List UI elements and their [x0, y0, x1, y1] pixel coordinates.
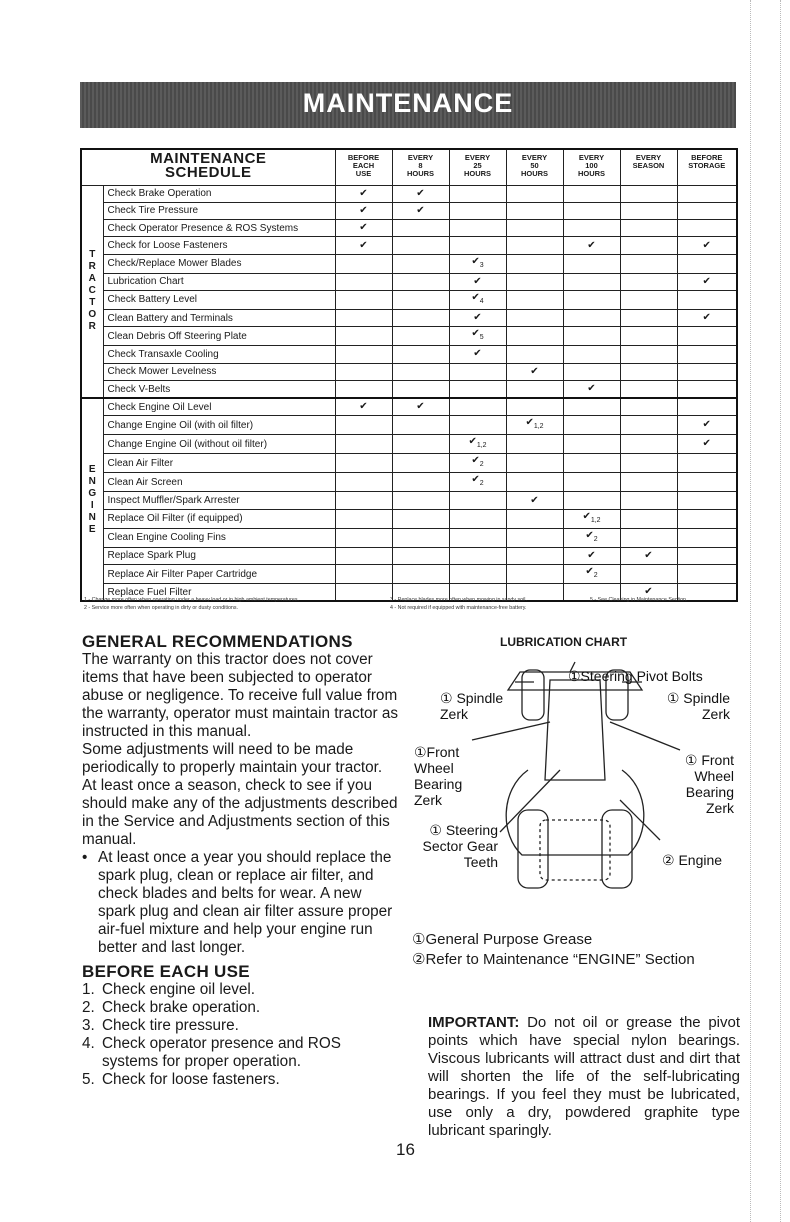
empty-cell — [392, 565, 449, 584]
label-front-wheel-left: ①Front Wheel Bearing Zerk — [414, 744, 463, 808]
empty-cell — [677, 509, 737, 528]
empty-cell — [392, 273, 449, 290]
empty-cell — [392, 309, 449, 326]
fender — [506, 770, 644, 855]
check-mark: ✔ — [392, 185, 449, 202]
important-note — [428, 1014, 740, 1140]
empty-cell — [506, 565, 563, 584]
column-header: EVERY 8 HOURS — [392, 149, 449, 185]
label-front-wheel-right: ① Front Wheel Bearing Zerk — [684, 752, 734, 816]
empty-cell — [677, 547, 737, 564]
check-mark: ✔ — [335, 237, 392, 254]
table-row — [81, 416, 737, 435]
task-cell: Inspect Muffler/Spark Arrester — [103, 492, 335, 509]
column-header: EVERY SEASON — [620, 149, 677, 185]
empty-cell — [677, 290, 737, 309]
empty-cell — [506, 237, 563, 254]
empty-cell — [506, 185, 563, 202]
table-row — [81, 327, 737, 346]
empty-cell — [563, 220, 620, 237]
empty-cell — [506, 380, 563, 398]
empty-cell — [506, 309, 563, 326]
empty-cell — [563, 309, 620, 326]
empty-cell — [620, 273, 677, 290]
empty-cell — [506, 435, 563, 454]
table-row — [81, 363, 737, 380]
empty-cell — [563, 492, 620, 509]
empty-cell — [563, 416, 620, 435]
empty-cell — [335, 363, 392, 380]
check-mark: ✔ — [335, 202, 392, 219]
legend-grease: ①General Purpose Grease — [412, 931, 593, 948]
empty-cell — [563, 290, 620, 309]
empty-cell — [620, 416, 677, 435]
empty-cell — [335, 309, 392, 326]
empty-cell — [392, 528, 449, 547]
empty-cell — [335, 547, 392, 564]
table-row — [81, 473, 737, 492]
empty-cell — [449, 237, 506, 254]
empty-cell — [563, 363, 620, 380]
task-cell: Replace Oil Filter (if equipped) — [103, 509, 335, 528]
check-mark: $✔_2$ — [449, 454, 506, 473]
check-mark: ✔ — [563, 237, 620, 254]
task-cell: Change Engine Oil (without oil filter) — [103, 435, 335, 454]
table-row — [81, 309, 737, 326]
empty-cell — [506, 220, 563, 237]
check-mark: ✔ — [392, 398, 449, 416]
empty-cell — [506, 473, 563, 492]
task-cell: Change Engine Oil (with oil filter) — [103, 416, 335, 435]
legend-engine: ②Refer to Maintenance “ENGINE” Section — [412, 951, 695, 968]
task-cell: Check Engine Oil Level — [103, 398, 335, 416]
important-text: Do not oil or grease the pivot points which have special nylon bearings. Viscous lubricants will attract dust and dirt that will shorten the life of the self-lubricating bearings. If you feel they must be lubricated, use only a dry, powdered graphite type lubricant sparingly. — [428, 1014, 741, 1139]
list-item: 1. Check engine oil level. — [82, 981, 256, 998]
empty-cell — [563, 254, 620, 273]
check-mark: ✔ — [449, 309, 506, 326]
empty-cell — [506, 398, 563, 416]
empty-cell — [620, 327, 677, 346]
check-mark: $✔_{1,2}$ — [563, 509, 620, 528]
empty-cell — [335, 565, 392, 584]
footnote: 1 - Change more often when operating under a heavy load or in high ambient temperatures. — [84, 597, 299, 603]
empty-cell — [620, 380, 677, 398]
list-item: 3. Check tire pressure. — [82, 1017, 239, 1034]
table-row — [81, 346, 737, 363]
empty-cell — [620, 398, 677, 416]
table-row — [81, 273, 737, 290]
check-mark: ✔ — [392, 202, 449, 219]
leader-line — [472, 722, 550, 740]
empty-cell — [620, 237, 677, 254]
empty-cell — [335, 290, 392, 309]
empty-cell — [620, 290, 677, 309]
check-mark: ✔ — [677, 237, 737, 254]
table-row — [81, 220, 737, 237]
empty-cell — [563, 346, 620, 363]
empty-cell — [335, 273, 392, 290]
check-mark: ✔ — [335, 185, 392, 202]
empty-cell — [677, 363, 737, 380]
empty-cell — [677, 254, 737, 273]
empty-cell — [335, 254, 392, 273]
empty-cell — [506, 290, 563, 309]
task-cell: Replace Fuel Filter — [103, 584, 335, 602]
table-row — [81, 254, 737, 273]
empty-cell — [335, 584, 392, 602]
table-row — [81, 454, 737, 473]
empty-cell — [677, 380, 737, 398]
empty-cell — [449, 380, 506, 398]
empty-cell — [620, 565, 677, 584]
task-cell: Clean Engine Cooling Fins — [103, 528, 335, 547]
empty-cell — [335, 473, 392, 492]
task-cell: Check Operator Presence & ROS Systems — [103, 220, 335, 237]
empty-cell — [506, 528, 563, 547]
tractor-section-label: T R A C T O R — [81, 185, 103, 398]
empty-cell — [449, 565, 506, 584]
general-heading: GENERAL RECOMMENDATIONS — [82, 632, 353, 651]
empty-cell — [677, 185, 737, 202]
page-edge-line — [750, 0, 751, 1222]
check-mark: $✔_{1,2}$ — [506, 416, 563, 435]
task-cell: Check Transaxle Cooling — [103, 346, 335, 363]
empty-cell — [392, 290, 449, 309]
empty-cell — [563, 435, 620, 454]
lubrication-chart-title: LUBRICATION CHART — [500, 635, 628, 649]
empty-cell — [677, 346, 737, 363]
table-row — [81, 237, 737, 254]
empty-cell — [620, 254, 677, 273]
empty-cell — [449, 220, 506, 237]
check-mark: ✔ — [335, 398, 392, 416]
empty-cell — [335, 380, 392, 398]
empty-cell — [620, 309, 677, 326]
empty-cell — [392, 237, 449, 254]
general-paragraph: The warranty on this tractor does not cover items that have been subjected to operator abuse or negligence. To receive full value from the warranty, operator must maintain tractor as instructed in this manual. — [82, 651, 398, 740]
table-row — [81, 528, 737, 547]
task-cell: Check/Replace Mower Blades — [103, 254, 335, 273]
left-front-wheel — [522, 670, 544, 720]
empty-cell — [392, 454, 449, 473]
empty-cell — [335, 327, 392, 346]
general-bullet: • At least once a year you should replace the spark plug, clean or replace air filter, and check blades and belts for wear. A new spark plug and clean air filter assure proper air-fuel mixture and help your engine run better and last longer. — [82, 849, 393, 956]
engine-block — [540, 820, 610, 880]
empty-cell — [620, 473, 677, 492]
label-spindle-left: ① Spindle Zerk — [440, 690, 504, 722]
table-row — [81, 185, 737, 202]
empty-cell — [506, 327, 563, 346]
empty-cell — [335, 492, 392, 509]
task-cell: Replace Air Filter Paper Cartridge — [103, 565, 335, 584]
empty-cell — [677, 565, 737, 584]
column-header: BEFORE STORAGE — [677, 149, 737, 185]
empty-cell — [620, 363, 677, 380]
empty-cell — [563, 202, 620, 219]
table-row — [81, 547, 737, 564]
empty-cell — [392, 380, 449, 398]
empty-cell — [620, 346, 677, 363]
footnote: 4 - Not required if equipped with maintenance-free battery. — [390, 605, 527, 611]
table-row — [81, 380, 737, 398]
check-mark: $✔_{1,2}$ — [449, 435, 506, 454]
empty-cell — [335, 509, 392, 528]
column-header: EVERY 100 HOURS — [563, 149, 620, 185]
empty-cell — [506, 254, 563, 273]
empty-cell — [449, 363, 506, 380]
task-cell: Lubrication Chart — [103, 273, 335, 290]
task-cell: Check for Loose Fasteners — [103, 237, 335, 254]
empty-cell — [335, 454, 392, 473]
table-row — [81, 202, 737, 219]
maintenance-schedule-table — [80, 148, 738, 602]
empty-cell — [563, 185, 620, 202]
empty-cell — [620, 492, 677, 509]
task-cell: Check V-Belts — [103, 380, 335, 398]
task-cell: Clean Battery and Terminals — [103, 309, 335, 326]
empty-cell — [677, 398, 737, 416]
general-recommendations-section — [82, 633, 400, 1089]
leader-line — [500, 770, 560, 832]
page-edge-line — [780, 0, 781, 1222]
empty-cell — [677, 492, 737, 509]
empty-cell — [449, 185, 506, 202]
empty-cell — [392, 220, 449, 237]
empty-cell — [563, 273, 620, 290]
empty-cell — [449, 547, 506, 564]
maintenance-banner — [80, 82, 736, 128]
empty-cell — [506, 202, 563, 219]
empty-cell — [449, 528, 506, 547]
empty-cell — [392, 509, 449, 528]
task-cell: Check Brake Operation — [103, 185, 335, 202]
check-mark: ✔ — [677, 416, 737, 435]
task-cell: Check Mower Levelness — [103, 363, 335, 380]
check-mark: ✔ — [449, 346, 506, 363]
check-mark: $✔_3$ — [449, 254, 506, 273]
check-mark: ✔ — [620, 584, 677, 602]
task-cell: Clean Air Filter — [103, 454, 335, 473]
empty-cell — [392, 327, 449, 346]
empty-cell — [620, 185, 677, 202]
check-mark: $✔_2$ — [449, 473, 506, 492]
before-each-use-heading: BEFORE EACH USE — [82, 962, 250, 981]
empty-cell — [335, 416, 392, 435]
empty-cell — [620, 528, 677, 547]
empty-cell — [392, 416, 449, 435]
check-mark: ✔ — [563, 547, 620, 564]
empty-cell — [506, 454, 563, 473]
label-steering-pivot: ①Steering Pivot Bolts — [568, 668, 703, 684]
empty-cell — [449, 492, 506, 509]
general-paragraph: Some adjustments will need to be made periodically to properly maintain your tractor. — [82, 741, 383, 776]
check-mark: ✔ — [677, 273, 737, 290]
empty-cell — [677, 220, 737, 237]
leader-line — [610, 722, 680, 750]
check-mark: ✔ — [563, 380, 620, 398]
task-cell: Clean Air Screen — [103, 473, 335, 492]
important-label: IMPORTANT: — [428, 1014, 520, 1031]
task-cell: Check Battery Level — [103, 290, 335, 309]
column-header: EVERY 50 HOURS — [506, 149, 563, 185]
task-cell: Check Tire Pressure — [103, 202, 335, 219]
lubrication-legend — [412, 930, 742, 970]
footnote: 3 - Replace blades more often when mowing in sandy soil. — [390, 597, 527, 603]
table-row — [81, 398, 737, 416]
empty-cell — [449, 398, 506, 416]
empty-cell — [392, 435, 449, 454]
empty-cell — [449, 509, 506, 528]
list-item: 5. Check for loose fasteners. — [82, 1071, 280, 1088]
right-rear-wheel — [602, 810, 632, 888]
empty-cell — [620, 202, 677, 219]
table-row — [81, 509, 737, 528]
empty-cell — [335, 435, 392, 454]
check-mark: $✔_2$ — [563, 528, 620, 547]
empty-cell — [392, 492, 449, 509]
empty-cell — [392, 473, 449, 492]
empty-cell — [506, 509, 563, 528]
empty-cell — [392, 254, 449, 273]
empty-cell — [449, 416, 506, 435]
leader-line — [620, 800, 660, 840]
empty-cell — [392, 346, 449, 363]
check-mark: ✔ — [506, 363, 563, 380]
footnote: 2 - Service more often when operating in dirty or dusty conditions. — [84, 605, 238, 611]
before-each-use-list — [82, 981, 400, 1089]
empty-cell — [677, 202, 737, 219]
empty-cell — [392, 547, 449, 564]
table-row — [81, 290, 737, 309]
empty-cell — [563, 473, 620, 492]
table-row — [81, 565, 737, 584]
engine-section-label: E N G I N E — [81, 398, 103, 601]
banner-title: MAINTENANCE — [302, 88, 514, 118]
label-engine: ② Engine — [662, 852, 723, 868]
table-row — [81, 492, 737, 509]
check-mark: ✔ — [506, 492, 563, 509]
list-item: 4. Check operator presence and ROS systems for proper operation. — [82, 1035, 341, 1070]
general-paragraph: At least once a season, check to see if you should make any of the adjustments described in the Service and Adjustments section of this manual. — [82, 777, 398, 848]
check-mark: $✔_4$ — [449, 290, 506, 309]
left-rear-wheel — [518, 810, 548, 888]
check-mark: ✔ — [449, 273, 506, 290]
empty-cell — [506, 346, 563, 363]
empty-cell — [677, 528, 737, 547]
empty-cell — [563, 327, 620, 346]
table-row — [81, 435, 737, 454]
empty-cell — [620, 454, 677, 473]
list-item: 2. Check brake operation. — [82, 999, 261, 1016]
empty-cell — [563, 398, 620, 416]
empty-cell — [620, 220, 677, 237]
empty-cell — [335, 528, 392, 547]
check-mark: $✔_2$ — [563, 565, 620, 584]
empty-cell — [620, 509, 677, 528]
check-mark: ✔ — [620, 547, 677, 564]
empty-cell — [677, 454, 737, 473]
check-mark: $✔_5$ — [449, 327, 506, 346]
check-mark: ✔ — [677, 309, 737, 326]
empty-cell — [449, 202, 506, 219]
label-spindle-right: ① Spindle Zerk — [666, 690, 730, 722]
empty-cell — [506, 273, 563, 290]
empty-cell — [506, 547, 563, 564]
empty-cell — [677, 327, 737, 346]
task-cell: Clean Debris Off Steering Plate — [103, 327, 335, 346]
empty-cell — [620, 435, 677, 454]
footnote: 5 - See Cleaning in Maintenance Section. — [590, 597, 688, 603]
task-cell: Replace Spark Plug — [103, 547, 335, 564]
column-header: BEFORE EACH USE — [335, 149, 392, 185]
check-mark: ✔ — [335, 220, 392, 237]
column-header: EVERY 25 HOURS — [449, 149, 506, 185]
check-mark: ✔ — [677, 435, 737, 454]
empty-cell — [677, 473, 737, 492]
hood — [545, 680, 605, 780]
empty-cell — [335, 346, 392, 363]
empty-cell — [392, 363, 449, 380]
page-number: 16 — [396, 1140, 415, 1159]
empty-cell — [563, 454, 620, 473]
schedule-title: MAINTENANCE SCHEDULE — [81, 149, 335, 185]
label-steering-sector: ① Steering Sector Gear Teeth — [422, 822, 498, 870]
